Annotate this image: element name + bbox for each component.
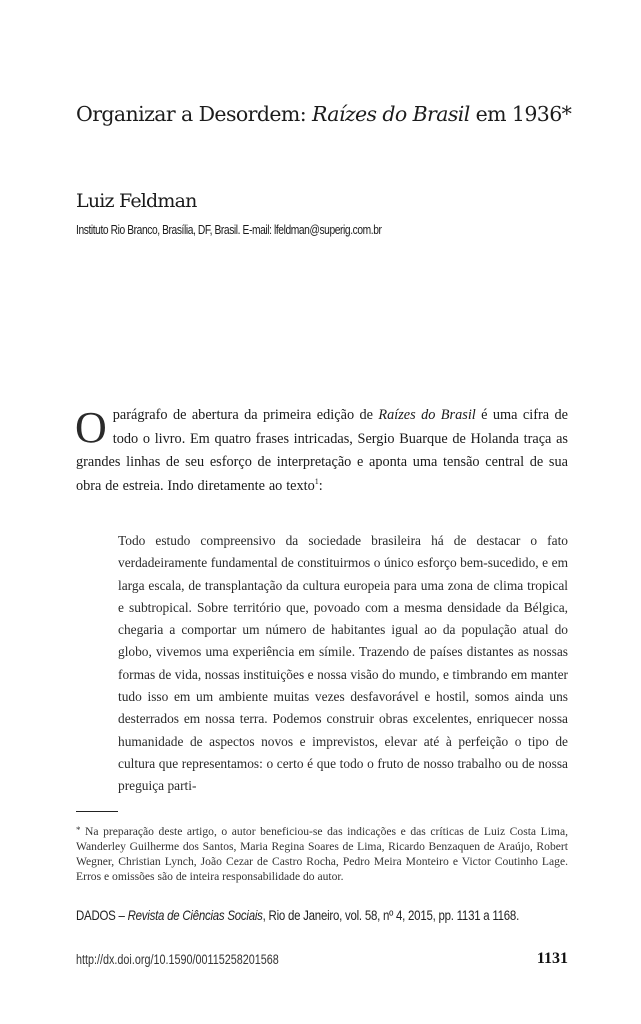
journal-citation: [76, 906, 519, 924]
citation-details: , Rio de Janeiro, vol. 58, nº 4, 2015, pp. 1131 a 1168.: [262, 907, 520, 923]
journal-subtitle: Revista de Ciências Sociais: [127, 907, 263, 923]
intro-book-name: Raízes do Brasil: [378, 407, 476, 423]
title-text: Organizar a Desordem:: [76, 102, 312, 126]
intro-text: parágrafo de abertura da primeira edição de: [112, 407, 379, 423]
page-number: 1131: [536, 950, 568, 967]
title-book-name: Raízes do Brasil: [311, 102, 470, 126]
footnote-divider: [76, 811, 118, 812]
intro-text-continued: é uma cifra de todo o livro. Em quatro frases intricadas, Sergio Buarque de Holanda traça as grandes linhas de seu esforço de interpretação e aponta uma tensão central de sua obra de estreia. Indo diretamente ao texto: [76, 407, 568, 494]
author-affiliation: Instituto Rio Branco, Brasília, DF, Brasil. E-mail: lfeldman@superig.com.br: [76, 223, 382, 237]
doi-link[interactable]: http://dx.doi.org/10.1590/00115258201568: [76, 952, 279, 967]
drop-cap: O: [75, 403, 107, 452]
author-name: Luiz Feldman: [76, 190, 197, 212]
footnote-reference: 1: [314, 476, 319, 486]
footnote-text: Na preparação deste artigo, o autor beneficiou-se das indicações e das críticas de Luiz Costa Lima, Wanderley Guilherme dos Santos, Maria Regina Soares de Lima, Ricardo Benzaquen de Araújo, Robert Wegner, Christian Lynch, João Cezar de Castro Rocha, Pedro Meira Monteiro e Victor Coutinho Lage. Erros e omissões são de inteira responsabilidade do autor.: [76, 825, 568, 883]
article-title: [76, 101, 576, 127]
opening-paragraph: [76, 404, 568, 498]
journal-name: DADOS –: [76, 907, 128, 923]
footnote-marker: *: [76, 825, 81, 835]
footnote: [76, 823, 568, 884]
block-quote: Todo estudo compreensivo da sociedade brasileira há de destacar o fato verdadeiramente fundamental de constituirmos o único esforço bem-sucedido, e em larga escala, de transplantação da cultura europeia para uma zona de clima tropical e subtropical. Sobre território que, povoado com a mesma densidade da Bélgica, chegaria a comportar um número de habitantes igual ao da população atual do globo, vivemos uma experiência em símile. Trazendo de países distantes as nossas formas de vida, nossas instituições e nossa visão do mundo, e timbrando em manter tudo isso em um ambiente muitas vezes desfavorável e hostil, somos ainda uns desterrados em nossa terra. Podemos construir obras excelentes, enriquecer nossa humanidade de aspectos novos e imprevistos, elevar até à perfeição o tipo de cultura que representamos: o certo é que todo o fruto de nosso trabalho ou de nossa preguiça parti-: [118, 533, 568, 794]
intro-text-end: :: [318, 477, 323, 494]
title-text-end: em 1936*: [469, 102, 572, 126]
